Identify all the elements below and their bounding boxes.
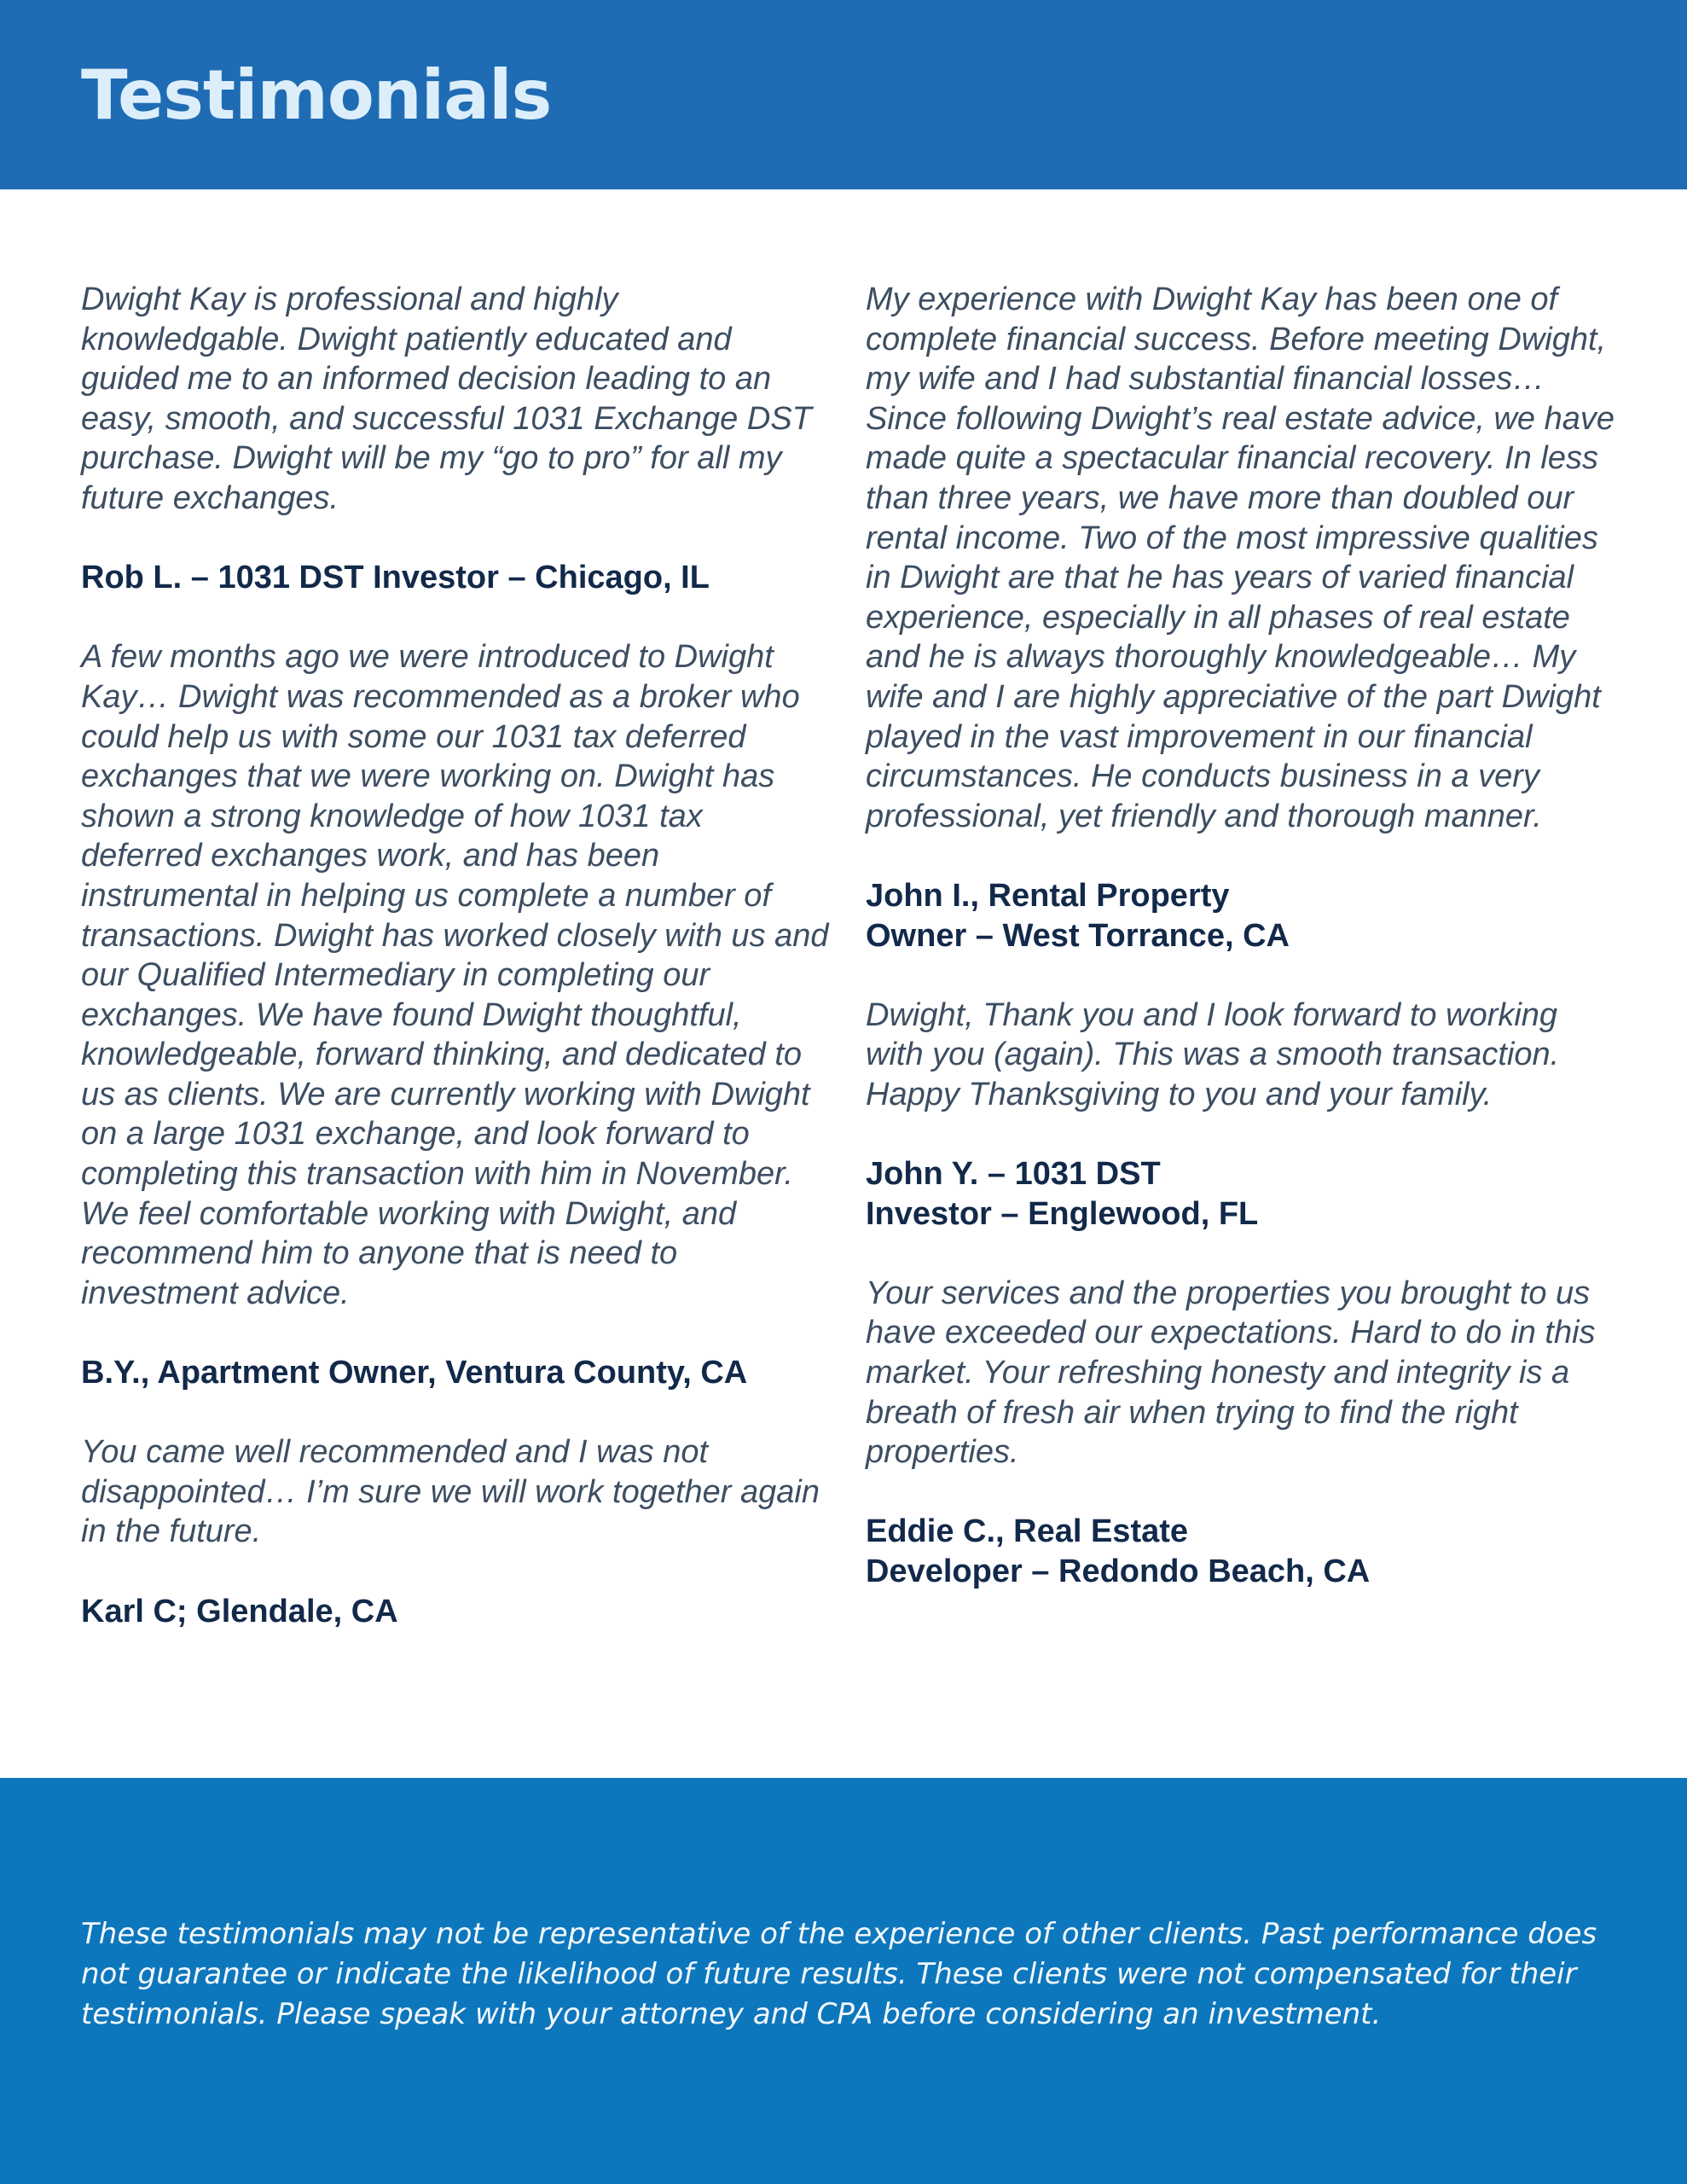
testimonial [81, 1432, 832, 1631]
testimonial [81, 637, 832, 1392]
page-title: Testimonials [81, 55, 552, 135]
header-banner [0, 0, 1687, 189]
testimonial-quote: Your services and the properties you brought to us have exceeded our expectations. Hard to do in this market. Your refreshing honesty and integrity is a breath of fresh air when trying to find the right properties. [866, 1275, 1596, 1471]
testimonial-author: B.Y., Apartment Owner, Ventura County, CA [81, 1355, 748, 1391]
testimonials-left-column [81, 280, 832, 1671]
testimonial-quote: Dwight, Thank you and I look forward to working with you (again). This was a smooth transaction. Happy Thanksgiving to you and your family. [866, 996, 1560, 1112]
testimonial-author: Rob L. – 1031 DST Investor – Chicago, IL [81, 560, 710, 596]
testimonial-author: John Y. – 1031 DST Investor – Englewood, FL [866, 1156, 1259, 1232]
testimonial-quote: Dwight Kay is professional and highly knowledgable. Dwight patiently educated and guided me to an informed decision leading to an easy, smooth, and successful 1031 Exchange DST purchase. Dwight will be my “go to pro” for all my future exchanges. [81, 282, 812, 516]
disclaimer-text: These testimonials may not be representative of the experience of other clients. Past performance does not guarantee or indicate the likelihood of future results. These clients were not compensated for their testimonials. Please speak with your attorney and CPA before considering an investment. [81, 1917, 1597, 2031]
testimonial [81, 280, 832, 598]
testimonials-right-column [866, 280, 1616, 1631]
testimonial-quote: You came well recommended and I was not disappointed… I’m sure we will work together again in the future. [81, 1434, 820, 1550]
testimonial-author: Eddie C., Real Estate Developer – Redondo Beach, CA [866, 1513, 1371, 1589]
testimonial-quote: A few months ago we were introduced to Dwight Kay… Dwight was recommended as a broker who could help us with some our 1031 tax deferred exchanges that we were working on. Dwight has shown a strong knowledge of how 1031 tax deferred exchanges work, and has been instrumental in helping us complete a number of transactions. Dwight has worked closely with us and our Qualified Intermediary in completing our exchanges. We have found Dwight thoughtful, knowledgeable, forward thinking, and dedicated to us as clients. We are currently working with Dwight on a large 1031 exchange, and look forward to completing this transaction with him in November. We feel comfortable working with Dwight, and recommend him to anyone that is need to investment advice. [81, 639, 829, 1311]
testimonial-author: Karl C; Glendale, CA [81, 1593, 398, 1629]
testimonial [866, 280, 1616, 956]
testimonial-quote: My experience with Dwight Kay has been one of complete financial success. Before meeting Dwight, my wife and I had substantial financial losses… Since following Dwight’s real estate advice, we have made quite a spectacular financial recovery. In less than three years, we have more than doubled our rental income. Two of the most impressive qualities in Dwight are that he has years of varied financial experience, especially in all phases of real estate and he is always thoroughly knowledgeable… My wife and I are highly appreciative of the part Dwight played in the vast improvement in our financial circumstances. He conducts business in a very professional, yet friendly and thorough manner. [866, 282, 1615, 834]
footer-banner [0, 1778, 1687, 2184]
testimonial [866, 996, 1616, 1234]
testimonial-author: John I., Rental Property Owner – West Torrance, CA [866, 877, 1290, 954]
testimonial [866, 1274, 1616, 1592]
